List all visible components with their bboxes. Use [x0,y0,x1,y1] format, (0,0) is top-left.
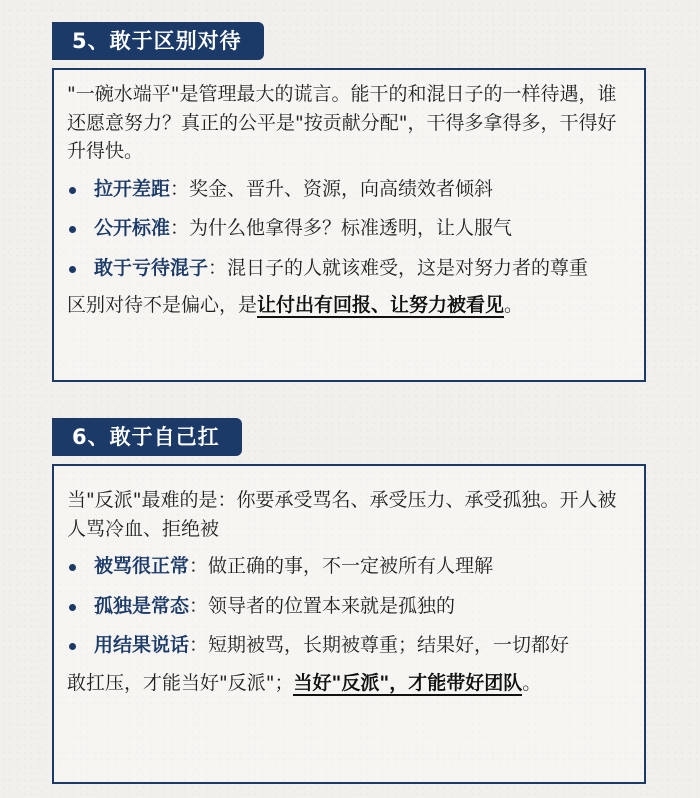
list-item [67,631,632,660]
section-6 [52,418,646,784]
section-5-heading: 5、敢于区别对待 [52,22,264,60]
bullet-term: 孤独是常态 [94,594,190,617]
section-5-conclusion [67,291,632,320]
bullet-dot-icon [69,643,76,650]
bullet-term: 被骂很正常 [94,555,190,577]
bullet-term: 拉开差距 [94,177,171,200]
bullet-term: 用结果说话 [94,634,190,656]
section-6-card [52,464,646,784]
bullet-dot-icon [69,226,76,233]
conclusion-emphasis: 让付出有回报、让努力被看见 [257,294,505,316]
section-5-bullet-list [67,175,632,283]
list-item [67,552,632,581]
section-5-intro: "一碗水端平"是管理最大的谎言。能干的和混日子的一样待遇，谁还愿意努力？真正的公平是"按贡献分配"，干得多拿得多，干得好升得快。 [67,83,617,162]
section-6-intro: 当"反派"最难的是：你要承受骂名、承受压力、承受孤独。开人被人骂冷血、拒绝被 [67,489,617,540]
bullet-dot-icon [69,564,76,571]
bullet-text: ：短期被骂，长期被尊重；结果好，一切都好 [189,634,570,656]
section-6-bullet-list [67,552,632,660]
conclusion-prefix: 区别对待不是偏心，是 [67,294,258,316]
list-item [67,214,632,243]
list-item [67,592,632,621]
section-6-conclusion [67,669,632,698]
section-5 [52,22,646,382]
list-item [67,254,632,283]
bullet-text: ：为什么他拿得多？标准透明，让人服气 [170,217,513,239]
bullet-text: ：做正确的事，不一定被所有人理解 [189,555,494,577]
bullet-text: ：奖金、晋升、资源，向高绩效者倾斜 [170,177,494,200]
list-item [67,175,632,204]
conclusion-emphasis: 当好"反派"，才能带好团队 [293,671,523,694]
bullet-text: ：混日子的人就该难受，这是对努力者的尊重 [208,256,589,279]
bullet-term: 敢于亏待混子 [94,256,209,279]
section-5-card [52,68,646,382]
conclusion-suffix: 。 [522,671,542,694]
bullet-dot-icon [69,604,76,611]
conclusion-suffix: 。 [504,294,524,316]
bullet-dot-icon [69,187,76,194]
bullet-dot-icon [69,266,76,273]
conclusion-prefix: 敢扛压，才能当好"反派"； [67,671,294,694]
section-6-heading: 6、敢于自己扛 [52,418,242,456]
bullet-text: ：领导者的位置本来就是孤独的 [189,594,456,617]
bullet-term: 公开标准 [94,217,171,239]
